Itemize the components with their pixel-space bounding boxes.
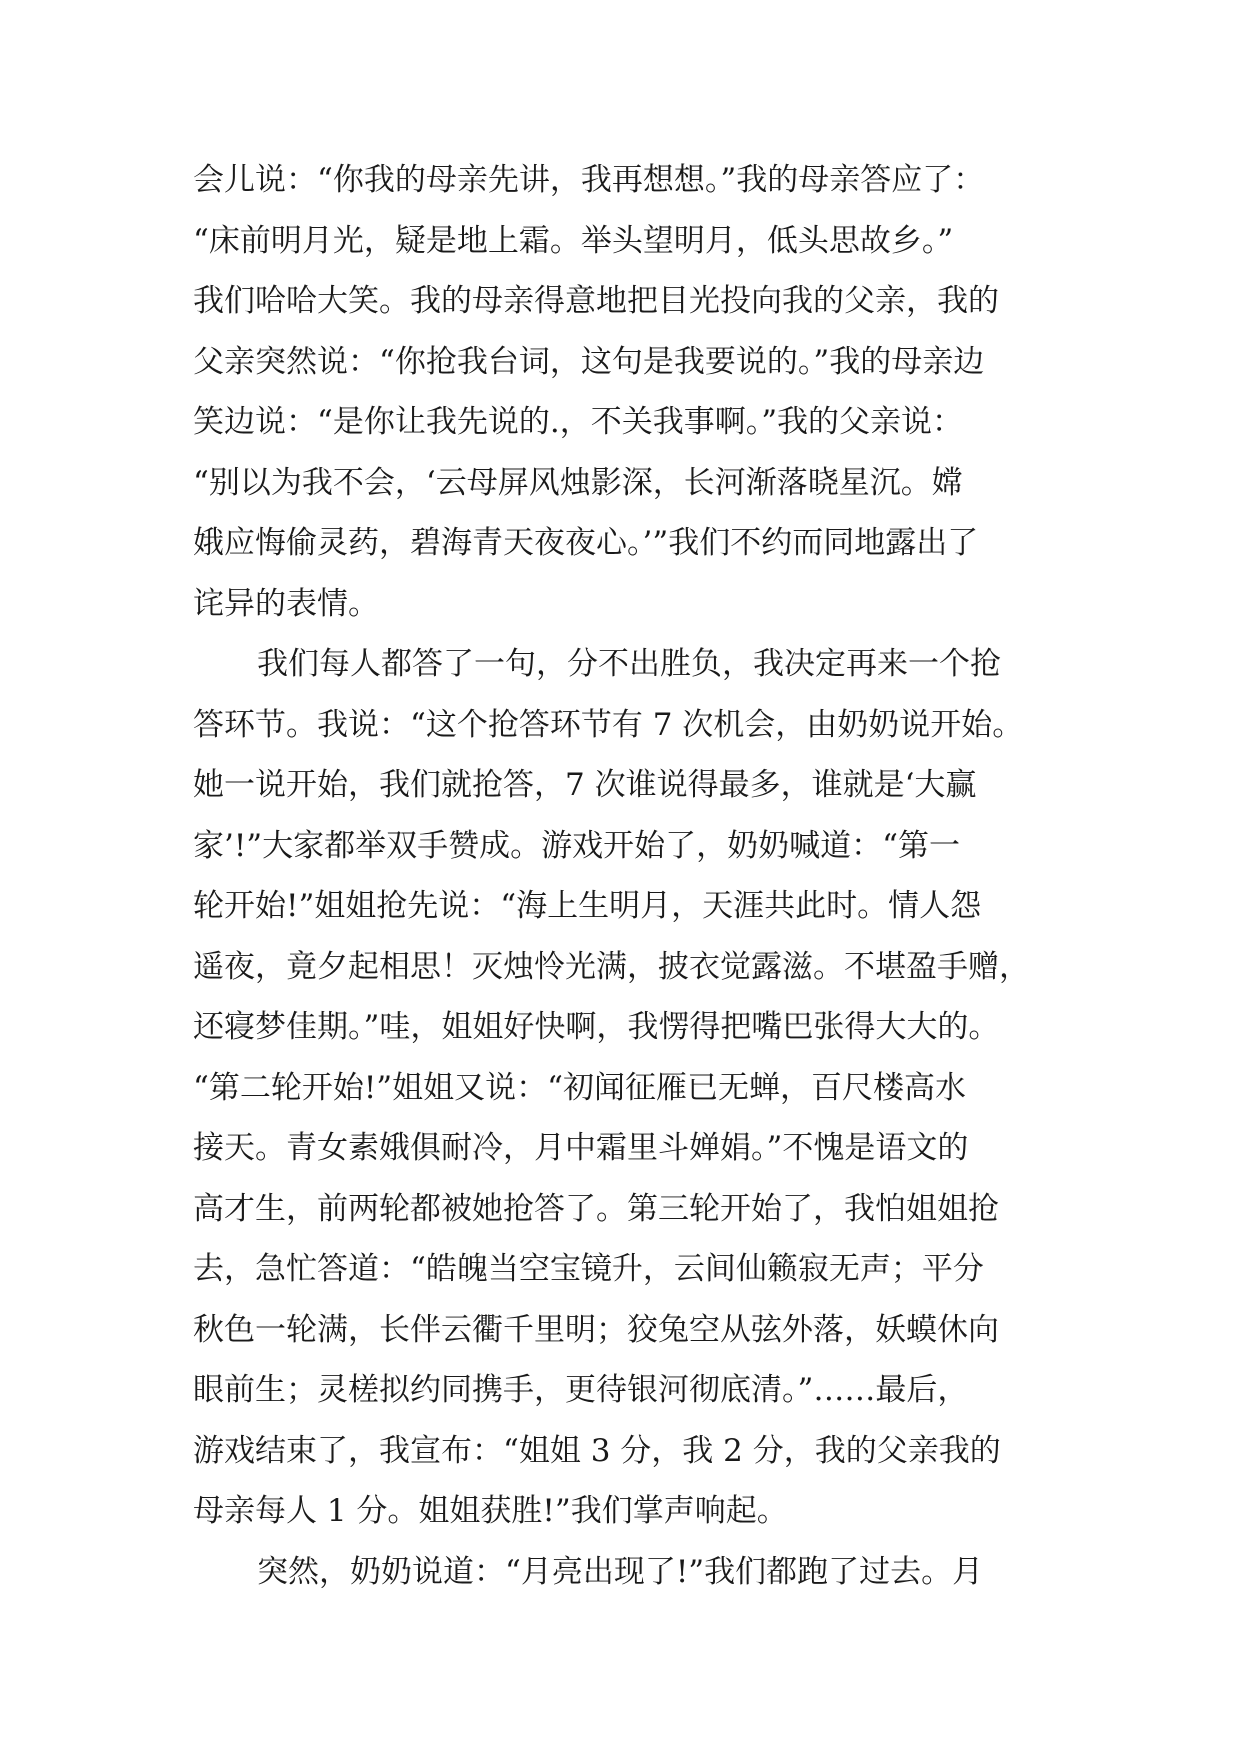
text-line: “别以为我不会，‘云母屏风烛影深，长河渐落晓星沉。嫦 [193, 464, 963, 501]
text-line: 母亲每人 1 分。姐姐获胜!”我们掌声响起。 [193, 1493, 788, 1529]
text-line: 父亲突然说：“你抢我台词，这句是我要说的。”我的母亲边 [193, 343, 985, 380]
text-line: 接天。青女素娥俱耐冷，月中霜里斗婵娟。”不愧是语文的 [193, 1130, 969, 1166]
text-line: “第二轮开始!”姐姐又说：“初闻征雁已无蝉，百尺楼高水 [193, 1069, 966, 1106]
paragraph-start-line: 我们每人都答了一句，分不出胜负，我决定再来一个抢 [257, 646, 1001, 682]
text-line: 答环节。我说：“这个抢答环节有 7 次机会，由奶奶说开始。 [193, 706, 1024, 743]
text-line: “床前明月光，疑是地上霜。举头望明月，低头思故乡。” [193, 222, 954, 259]
text-line: 她一说开始，我们就抢答，7 次谁说得最多，谁就是‘大赢 [193, 767, 977, 803]
document-body [193, 150, 1093, 1602]
text-line: 诧异的表情。 [193, 585, 379, 622]
text-line: 家’!”大家都举双手赞成。游戏开始了，奶奶喊道：“第一 [193, 827, 961, 864]
text-line: 秋色一轮满，长伴云衢千里明；狡兔空从弦外落，妖蟆休向 [193, 1311, 999, 1348]
text-line: 会儿说：“你我的母亲先讲，我再想想。”我的母亲答应了： [193, 162, 985, 198]
text-line: 高才生，前两轮都被她抢答了。第三轮开始了，我怕姐姐抢 [193, 1190, 999, 1227]
text-line: 遥夜，竟夕起相思！灭烛怜光满，披衣觉露滋。不堪盈手赠， [193, 948, 1030, 985]
text-line: 眼前生；灵槎拟约同携手，更待银河彻底清。”……最后， [193, 1372, 969, 1408]
text-line: 游戏结束了，我宣布：“姐姐 3 分，我 2 分，我的父亲我的 [193, 1432, 1001, 1469]
text-line: 笑边说：“是你让我先说的.，不关我事啊。”我的父亲说： [193, 404, 964, 440]
text-line: 娥应悔偷灵药，碧海青天夜夜心。’”我们不约而同地露出了 [193, 525, 979, 561]
text-line: 轮开始!”姐姐抢先说：“海上生明月，天涯共此时。情人怨 [193, 888, 982, 924]
text-line: 我们哈哈大笑。我的母亲得意地把目光投向我的父亲，我的 [193, 283, 999, 319]
text-line: 去，急忙答道：“皓魄当空宝镜升，云间仙籁寂无声；平分 [193, 1251, 984, 1287]
paragraph-start-line: 突然，奶奶说道：“月亮出现了!”我们都跑了过去。月 [257, 1553, 984, 1590]
text-line: 还寝梦佳期。”哇，姐姐好快啊，我愣得把嘴巴张得大大的。 [193, 1009, 1000, 1045]
